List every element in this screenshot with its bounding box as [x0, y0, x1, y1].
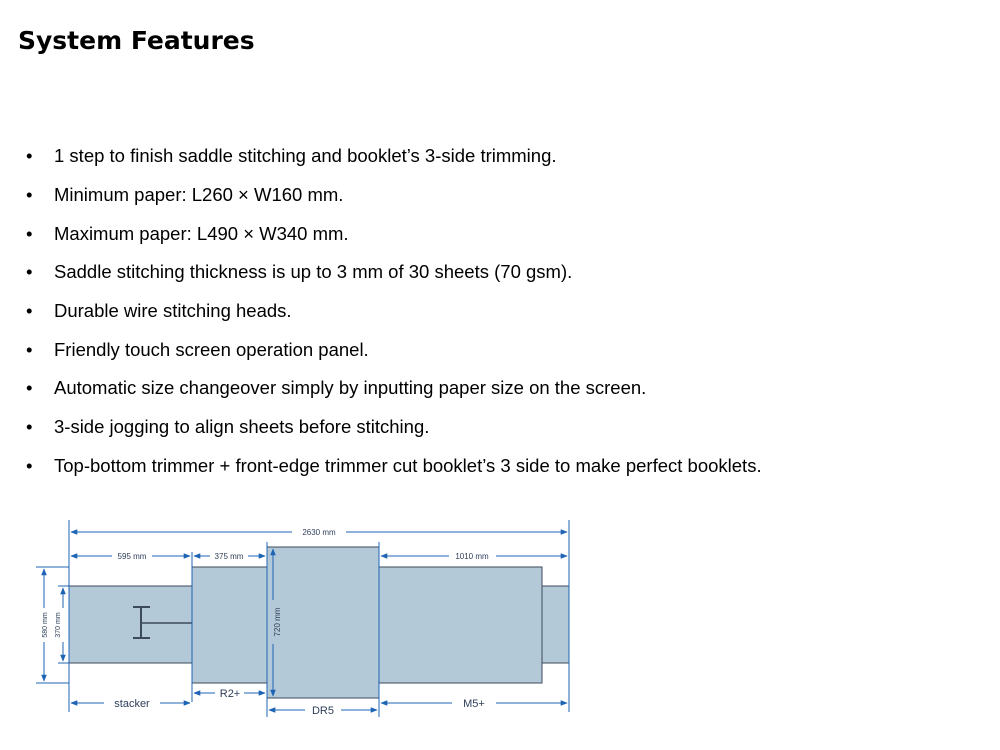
- total-length-label: 2630 mm: [302, 528, 336, 537]
- feature-list: [26, 137, 762, 485]
- bullet: •: [26, 338, 33, 360]
- list-item: [26, 330, 762, 369]
- r2-module: [192, 567, 267, 683]
- inner-height-label: 370 mm: [55, 612, 62, 638]
- feature-text: Minimum paper: L260 × W160 mm.: [54, 184, 344, 206]
- feature-text: Maximum paper: L490 × W340 mm.: [54, 222, 349, 244]
- m5-length-label: 1010 mm: [455, 552, 489, 561]
- m5-label: M5+: [463, 698, 485, 710]
- dr5-module: [267, 547, 379, 698]
- stacker-label: stacker: [114, 698, 150, 710]
- bullet: •: [26, 145, 33, 167]
- bullet: •: [26, 300, 33, 322]
- bullet: •: [26, 454, 33, 476]
- list-item: [26, 214, 762, 253]
- r2-label: R2+: [219, 688, 241, 700]
- outer-height-label: 580 mm: [42, 612, 49, 638]
- bullet: •: [26, 261, 33, 283]
- dr5-width-label: 720 mm: [273, 607, 282, 637]
- m5-outfeed: [542, 586, 569, 663]
- list-item: [26, 292, 762, 331]
- feature-text: Top-bottom trimmer + front-edge trimmer cut booklet’s 3 side to make perfect booklets.: [54, 454, 762, 476]
- system-layout-diagram: [20, 512, 580, 722]
- m5-module: [379, 567, 542, 683]
- bullet: •: [26, 377, 33, 399]
- bullet: •: [26, 416, 33, 438]
- diagram-svg: [20, 512, 580, 722]
- page-title: System Features: [18, 26, 255, 55]
- list-item: [26, 369, 762, 408]
- bullet: •: [26, 222, 33, 244]
- stacker-length-label: 595 mm: [117, 552, 147, 561]
- bullet: •: [26, 184, 33, 206]
- dr5-label: DR5: [311, 705, 335, 717]
- list-item: [26, 176, 762, 215]
- list-item: [26, 447, 762, 486]
- feature-text: Saddle stitching thickness is up to 3 mm of 30 sheets (70 gsm).: [54, 261, 573, 283]
- list-item: [26, 137, 762, 176]
- feature-text: 1 step to finish saddle stitching and booklet’s 3-side trimming.: [54, 145, 557, 167]
- stacker-module: [69, 586, 192, 663]
- feature-text: 3-side jogging to align sheets before stitching.: [54, 416, 430, 438]
- list-item: [26, 253, 762, 292]
- feature-text: Automatic size changeover simply by inputting paper size on the screen.: [54, 377, 647, 399]
- feature-text: Durable wire stitching heads.: [54, 300, 292, 322]
- r2-length-label: 375 mm: [214, 552, 244, 561]
- list-item: [26, 408, 762, 447]
- feature-text: Friendly touch screen operation panel.: [54, 338, 369, 360]
